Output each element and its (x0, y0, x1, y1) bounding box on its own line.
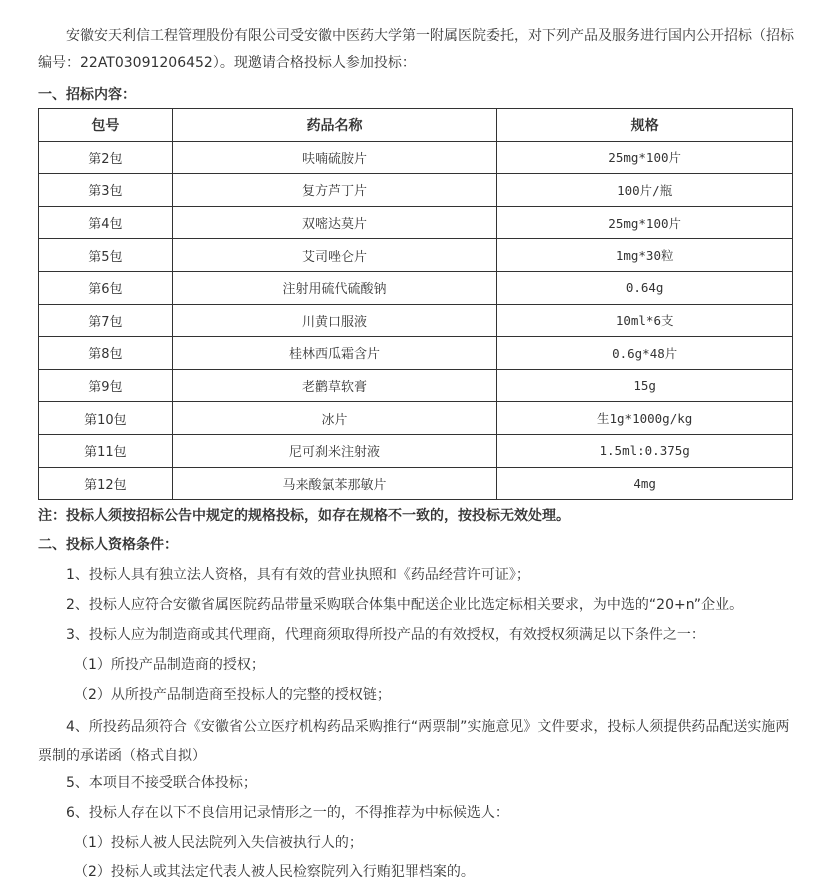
drug-name-cell: 冰片 (172, 402, 497, 435)
product-table (38, 108, 793, 500)
section-1-heading: 一、招标内容： (38, 87, 136, 103)
package-cell: 第2包 (39, 141, 173, 174)
table-header-row (39, 109, 793, 142)
spec-cell: 10ml*6支 (497, 304, 793, 337)
table-row (39, 369, 793, 402)
drug-name-cell: 桂林西瓜霜含片 (172, 337, 497, 370)
header-drug-name: 药品名称 (172, 109, 497, 142)
table-row (39, 239, 793, 272)
drug-name-cell: 注射用硫代硫酸钠 (172, 271, 497, 304)
condition-subitem: （2）投标人或其法定代表人被人民检察院列入行贿犯罪档案的。 (74, 864, 475, 880)
spec-cell: 100片/瓶 (497, 174, 793, 207)
spec-cell: 4mg (497, 467, 793, 500)
condition-item: 3、投标人应为制造商或其代理商，代理商须取得所投产品的有效授权，有效授权须满足以下条件之一： (66, 627, 705, 643)
spec-cell: 25mg*100片 (497, 141, 793, 174)
table-row (39, 141, 793, 174)
condition-item: 2、投标人应符合安徽省属医院药品带量采购联合体集中配送企业比选定标相关要求，为中选的“20+n”企业。 (66, 597, 744, 613)
spec-cell: 0.6g*48片 (497, 337, 793, 370)
condition-item: 6、投标人存在以下不良信用记录情形之一的，不得推荐为中标候选人： (66, 805, 509, 821)
package-cell: 第9包 (39, 369, 173, 402)
package-cell: 第11包 (39, 434, 173, 467)
drug-name-cell: 川黄口服液 (172, 304, 497, 337)
table-row (39, 434, 793, 467)
table-row (39, 271, 793, 304)
package-cell: 第8包 (39, 337, 173, 370)
condition-subitem: （1）所投产品制造商的授权； (74, 657, 265, 673)
drug-name-cell: 艾司唑仑片 (172, 239, 497, 272)
spec-cell: 0.64g (497, 271, 793, 304)
table-row (39, 467, 793, 500)
drug-name-cell: 马来酸氯苯那敏片 (172, 467, 497, 500)
spec-note: 注：投标人须按招标公告中规定的规格投标，如存在规格不一致的，按投标无效处理。 (38, 508, 570, 524)
table-row (39, 206, 793, 239)
spec-cell: 1mg*30粒 (497, 239, 793, 272)
table-row (39, 304, 793, 337)
intro-paragraph: 安徽安天利信工程管理股份有限公司受安徽中医药大学第一附属医院委托，对下列产品及服务进行国内公开招标（招标编号：22AT03091206452）。现邀请合格投标人参加投标： (38, 28, 794, 71)
package-cell: 第10包 (39, 402, 173, 435)
package-cell: 第5包 (39, 239, 173, 272)
drug-name-cell: 老鹳草软膏 (172, 369, 497, 402)
drug-name-cell: 复方芦丁片 (172, 174, 497, 207)
package-cell: 第7包 (39, 304, 173, 337)
section-2-heading: 二、投标人资格条件： (38, 537, 178, 553)
condition-item: 4、所投药品须符合《安徽省公立医疗机构药品采购推行“两票制”实施意见》文件要求，投标人须提供药品配送实施两票制的承诺函（格式自拟） (38, 719, 790, 764)
condition-subitem: （1）投标人被人民法院列入失信被执行人的； (74, 835, 363, 851)
spec-cell: 15g (497, 369, 793, 402)
spec-cell: 生1g*1000g/kg (497, 402, 793, 435)
drug-name-cell: 呋喃硫胺片 (172, 141, 497, 174)
header-package: 包号 (39, 109, 173, 142)
package-cell: 第12包 (39, 467, 173, 500)
spec-cell: 25mg*100片 (497, 206, 793, 239)
drug-name-cell: 尼可刹米注射液 (172, 434, 497, 467)
table-row (39, 402, 793, 435)
package-cell: 第6包 (39, 271, 173, 304)
condition-subitem: （2）从所投产品制造商至投标人的完整的授权链； (74, 687, 391, 703)
spec-cell: 1.5ml:0.375g (497, 434, 793, 467)
table-row (39, 174, 793, 207)
drug-name-cell: 双嘧达莫片 (172, 206, 497, 239)
condition-item: 1、投标人具有独立法人资格，具有有效的营业执照和《药品经营许可证》； (66, 567, 530, 583)
header-spec: 规格 (497, 109, 793, 142)
condition-item: 5、本项目不接受联合体投标； (66, 775, 257, 791)
package-cell: 第4包 (39, 206, 173, 239)
package-cell: 第3包 (39, 174, 173, 207)
table-row (39, 337, 793, 370)
